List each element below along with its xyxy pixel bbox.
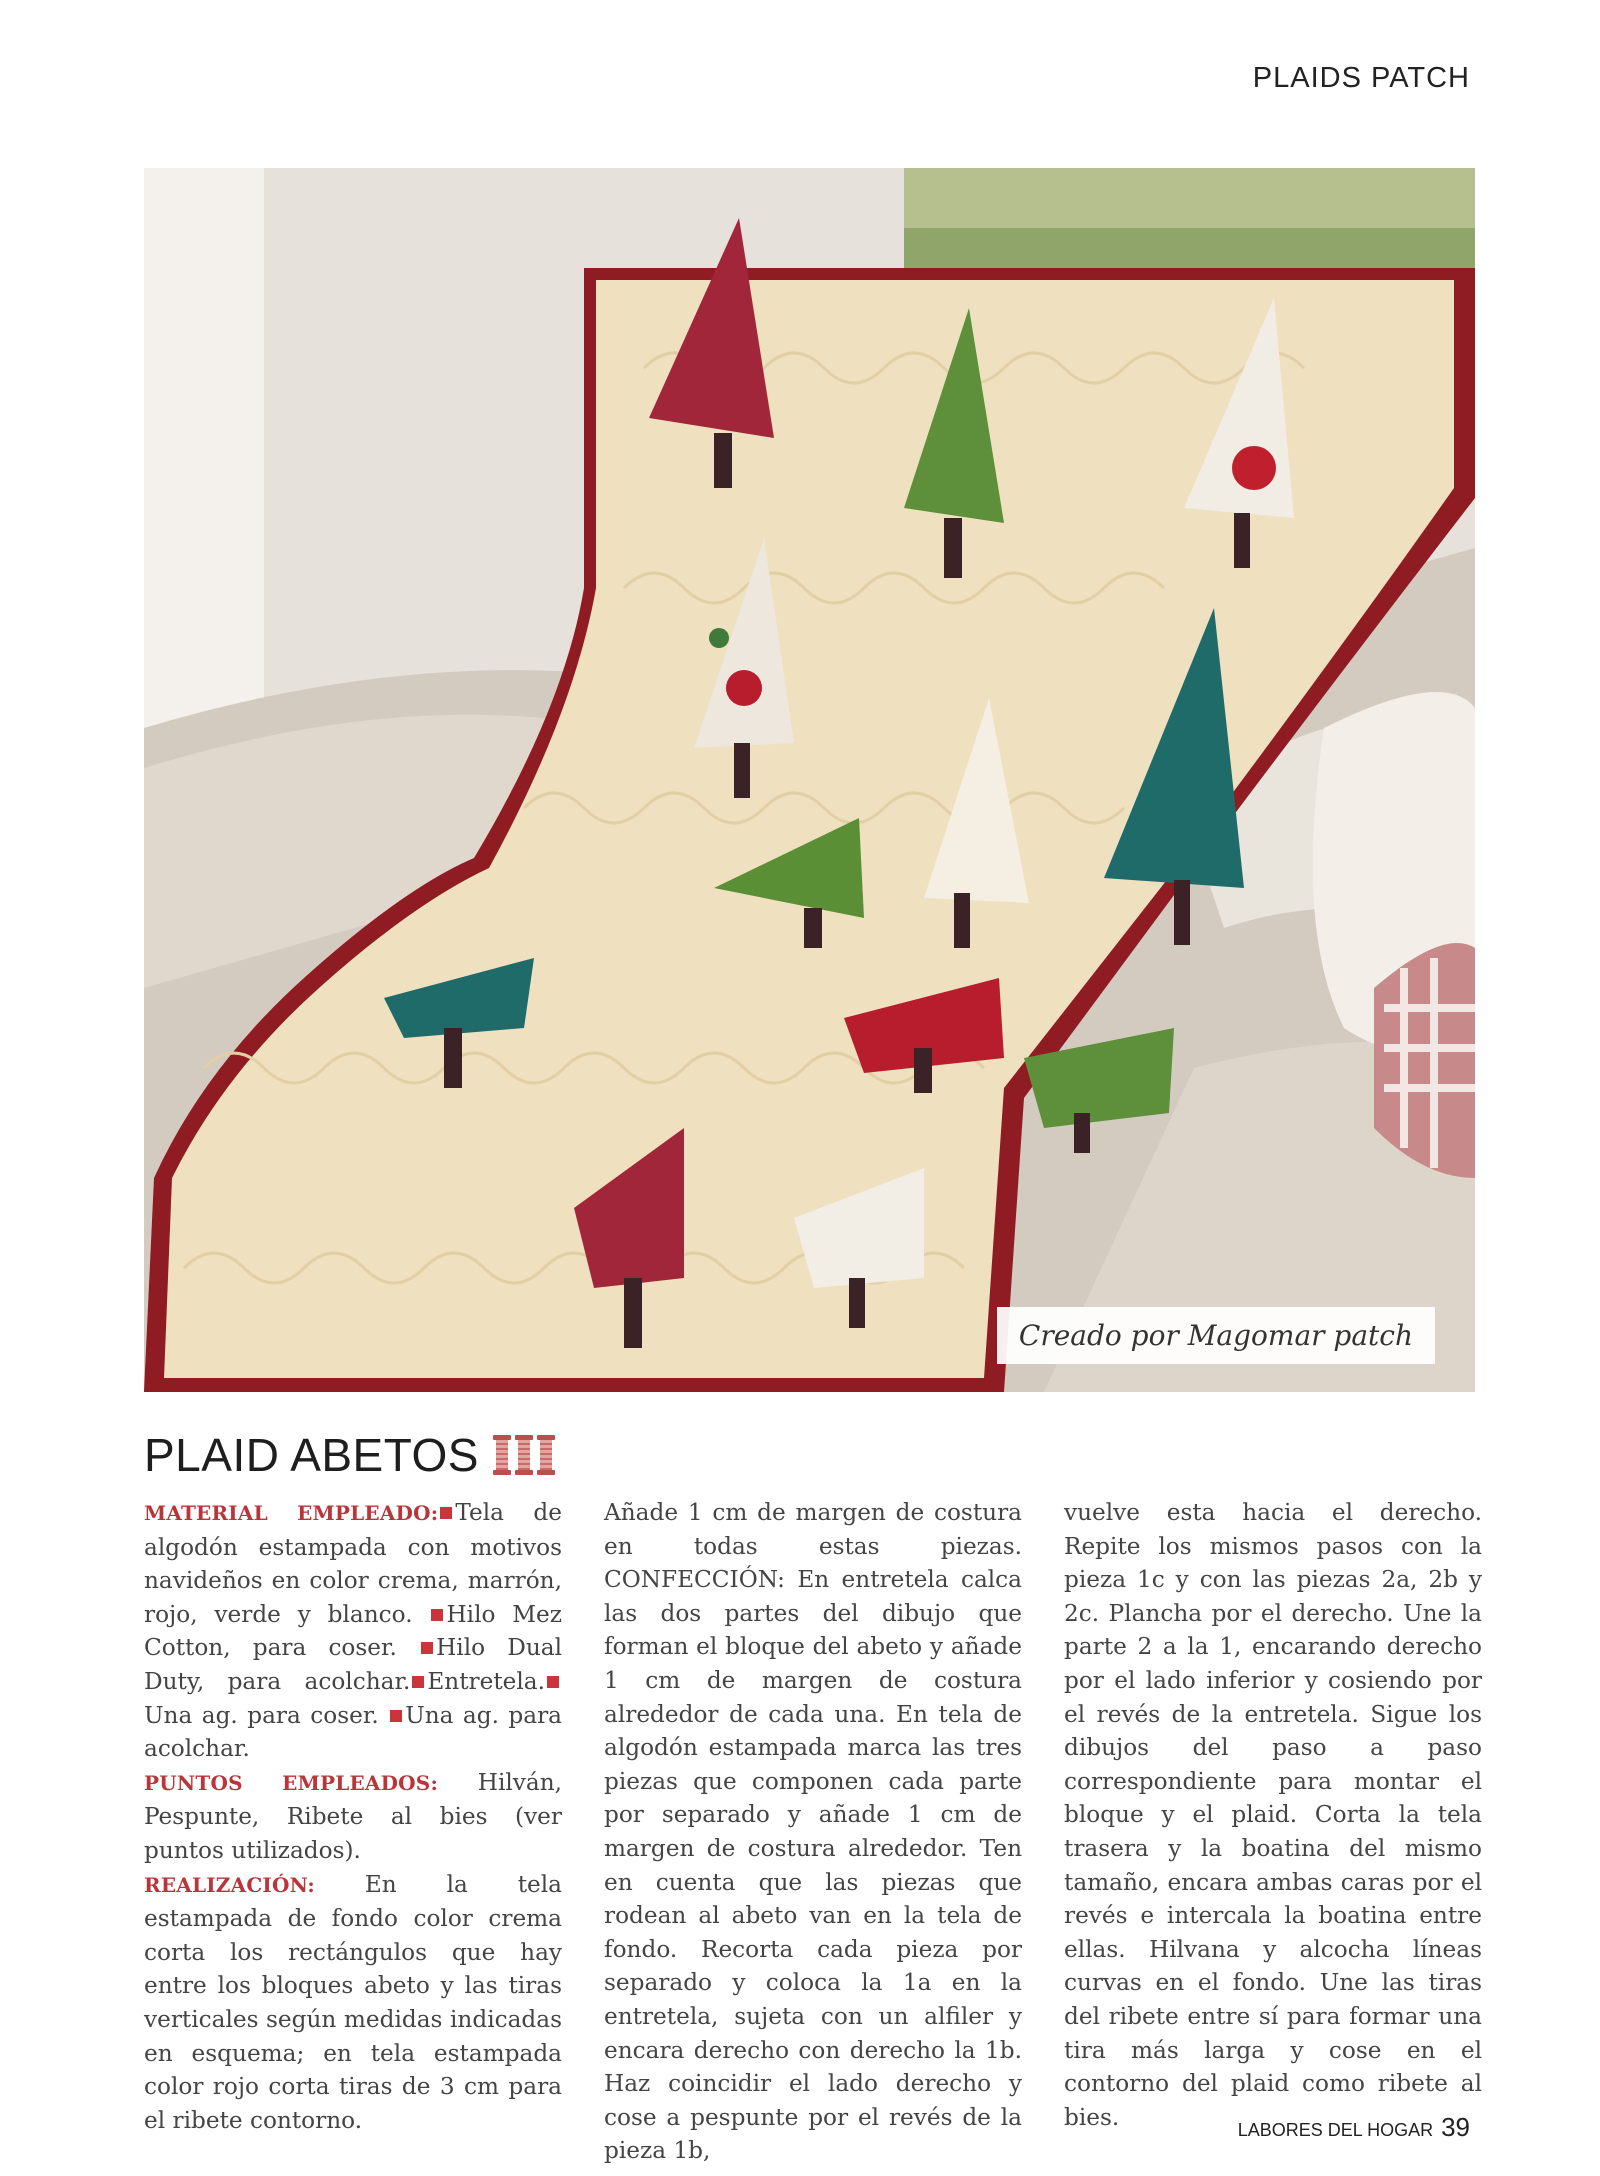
article-title: PLAID ABETOS	[144, 1429, 479, 1481]
page-footer	[1238, 2112, 1470, 2143]
photo-credit: Creado por Magomar patch	[997, 1307, 1435, 1364]
material-item: Tela de algodón estampada con motivos navideños en color crema, marrón, rojo, verde y blanco.	[144, 1499, 562, 1628]
material-item: Hilo Dual Duty, para acolchar.	[144, 1634, 562, 1695]
material-item: Hilo Mez Cotton, para coser.	[144, 1600, 562, 1662]
bullet-square-icon	[547, 1676, 559, 1688]
bullet-square-icon	[412, 1676, 424, 1688]
puntos-label: PUNTOS EMPLEADOS:	[144, 1770, 439, 1795]
quilt-photo	[144, 168, 1475, 1392]
bullet-square-icon	[431, 1609, 443, 1621]
material-label: MATERIAL EMPLEADO:	[144, 1501, 439, 1525]
puntos-names: Hilván, Pespunte, Ribete al bies	[144, 1768, 562, 1831]
spool-icon	[537, 1435, 555, 1475]
realizacion-label: REALIZACIÓN:	[144, 1872, 315, 1897]
spool-icon	[515, 1435, 533, 1475]
puntos-rest: (ver puntos utilizados).	[144, 1803, 562, 1864]
bullet-square-icon	[390, 1710, 402, 1722]
magazine-name: LABORES DEL HOGAR	[1237, 2120, 1434, 2140]
difficulty-rating	[493, 1435, 555, 1475]
material-item: Una ag. para acolchar.	[144, 1701, 562, 1763]
spool-icon	[493, 1435, 511, 1475]
material-item: Entretela.	[427, 1667, 545, 1695]
text-column-1	[144, 1496, 562, 2137]
material-item: Una ag. para coser.	[144, 1701, 379, 1729]
text-column-2: Añade 1 cm de margen de costura en todas estas piezas. CONFECCIÓN: En entretela calca las dos partes del dibujo que forman el bloque del abeto y añade 1 cm de margen de costura alrededor de cada una. En tela de algodón estampada marca las tres piezas que componen cada parte por separado y añade 1 cm de margen de costura alrededor. Ten en cuenta que las piezas que rodean al abeto van en la tela de fondo. Recorta cada pieza por separado y coloca la 1a en la entretela, sujeta con un alfiler y encara derecho con derecho la 1b. Haz coincidir el lado derecho y cose a pespunte por el revés de la pieza 1b,	[604, 1499, 1022, 2165]
section-title: PLAIDS PATCH	[1252, 62, 1470, 94]
text-column-3: vuelve esta hacia el derecho. Repite los mismos pasos con la pieza 1c y con las piezas 2a, 2b y 2c. Plancha por el derecho. Une la parte 2 a la 1, encarando derecho por el lado inferior y cosiendo por el revés de la entretela. Sigue los dibujos del paso a paso correspondiente para montar el bloque y el plaid. Corta la tela trasera y la boatina del mismo tamaño, encara ambas caras por el revés e intercala la boatina entre ellas. Hilvana y alcocha líneas curvas en el fondo. Une las tiras del ribete entre sí para formar una tira más larga y cose en el contorno del plaid como ribete al bies.	[1064, 1499, 1482, 2131]
bullet-square-icon	[440, 1507, 452, 1519]
bullet-square-icon	[421, 1642, 433, 1654]
realizacion-text: En la tela estampada de fondo color crema corta los rectángulos que hay entre los bloques abeto y las tiras verticales según medidas indicadas en esquema; en tela estampada color rojo corta tiras de 3 cm para el ribete contorno.	[144, 1870, 563, 2134]
page-number: 39	[1441, 2112, 1470, 2142]
article-title-row	[144, 1428, 555, 1482]
